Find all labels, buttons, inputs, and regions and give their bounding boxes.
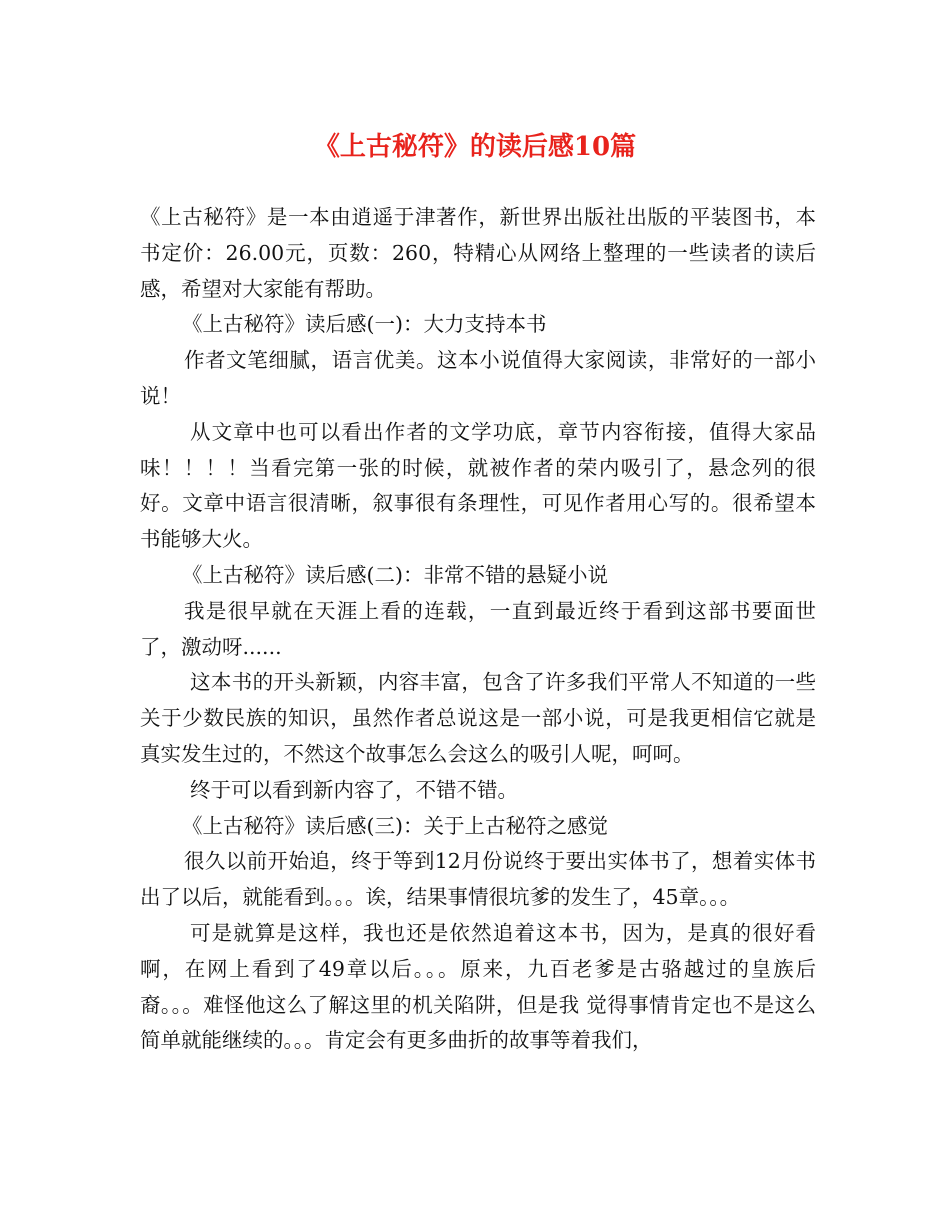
section-heading-3: 《上古秘符》读后感(三)：关于上古秘符之感觉: [182, 813, 608, 838]
paragraph: 很久以前开始追，终于等到12月份说终于要出实体书了，想着实体书出了以后，就能看到。。。诶，结果事情很坑爹的发生了，45章。。。: [140, 849, 816, 910]
document-body: [140, 200, 816, 1059]
paragraph: 作者文笔细腻，语言优美。这本小说值得大家阅读，非常好的一部小说！: [140, 348, 816, 408]
paragraph: 终于可以看到新内容了，不错不错。: [190, 777, 518, 802]
paragraph: 我是很早就在天涯上看的连载，一直到最近终于看到这部书要面世了，激动呀......: [140, 598, 816, 659]
section-heading-2: 《上古秘符》读后感(二)：非常不错的悬疑小说: [182, 562, 608, 587]
paragraph-intro: 《上古秘符》是一本由逍遥于津著作，新世界出版社出版的平装图书，本书定价：26.00元，页数：260，特精心从网络上整理的一些读者的读后感，希望对大家能有帮助。: [140, 205, 816, 301]
paragraph: 可是就算是这样，我也还是依然追着这本书，因为，是真的很好看啊，在网上看到了49章以后。。。原来，九百老爹是古骆越过的皇族后裔。。。难怪他这么了解这里的机关陷阱，但是我 觉得事情肯定也不是这么简单就能继续的。。。肯定会有更多曲折的故事等着我们，: [140, 920, 816, 1053]
document-title: 《上古秘符》的读后感10篇: [313, 132, 637, 162]
section-heading-1: 《上古秘符》读后感(一)：大力支持本书: [182, 312, 547, 337]
paragraph: 从文章中也可以看出作者的文学功底，章节内容衔接，值得大家品味！！！！当看完第一张的时候，就被作者的荣内吸引了，悬念列的很好。文章中语言很清晰，叙事很有条理性，可见作者用心写的。很希望本书能够大火。: [140, 419, 816, 552]
paragraph: 这本书的开头新颖，内容丰富，包含了许多我们平常人不知道的一些关于少数民族的知识，虽然作者总说这是一部小说，可是我更相信它就是真实发生过的，不然这个故事怎么会这么的吸引人呢，呵呵。: [140, 670, 816, 766]
